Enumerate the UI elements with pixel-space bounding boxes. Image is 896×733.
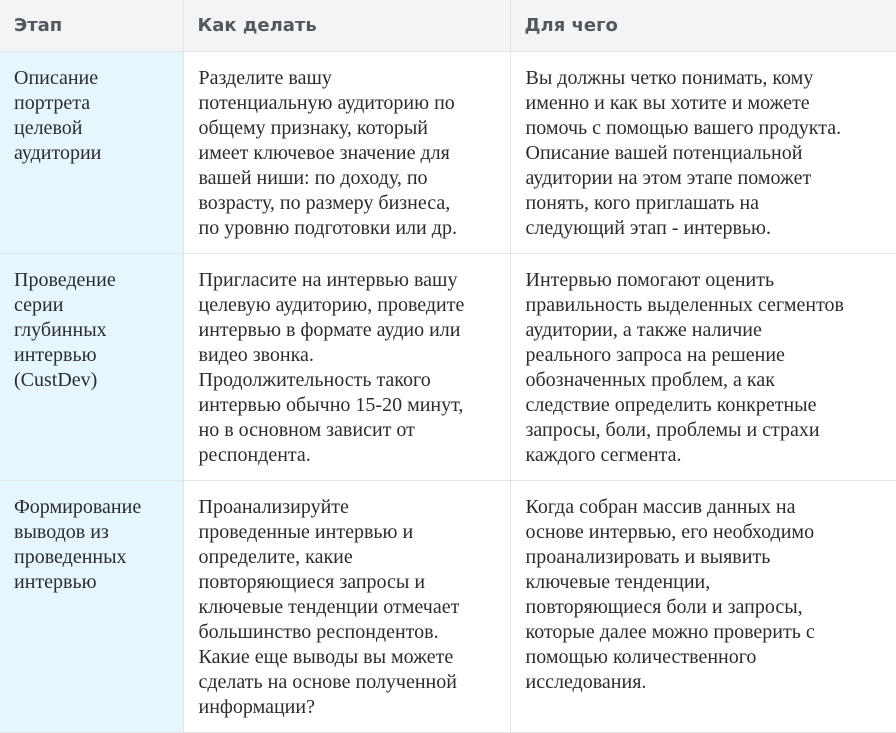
why-cell: [510, 480, 896, 732]
stage-line: глубинных: [14, 318, 107, 341]
how-line: проведенные интервью и: [198, 520, 414, 543]
why-line: Описание вашей потенциальной: [525, 141, 803, 164]
why-line: правильность выделенных сегментов: [525, 293, 844, 316]
why-line: ключевые тенденции,: [525, 570, 711, 593]
how-line: повторяющиеся запросы и: [198, 570, 426, 593]
stage-cell: [0, 480, 183, 732]
how-line: вашей ниши: по доходу, по: [198, 166, 428, 189]
how-cell: [183, 480, 510, 732]
table-row: [0, 253, 896, 480]
table-row: [0, 480, 896, 732]
how-line: определите, какие: [198, 545, 353, 568]
stage-line: проведенных: [14, 545, 127, 568]
why-line: которые далее можно проверить с: [525, 620, 815, 643]
how-line: имеет ключевое значение для: [198, 141, 450, 164]
how-line: Пригласите на интервью вашу: [198, 268, 458, 291]
how-line: потенциальную аудиторию по: [198, 91, 455, 114]
why-line: помощью количественного: [525, 645, 757, 668]
why-line: проанализировать и выявить: [525, 545, 771, 568]
why-line: Вы должны четко понимать, кому: [525, 66, 814, 89]
table-row: [0, 51, 896, 253]
why-cell: [510, 51, 896, 253]
how-line: сделать на основе полученной: [198, 670, 457, 693]
why-line: реального запроса на решение: [525, 343, 785, 366]
stage-line: портрета: [14, 91, 91, 114]
why-line: аудитории на этом этапе поможет: [525, 166, 812, 189]
why-line: понять, кого приглашать на: [525, 191, 760, 214]
stage-line: (CustDev): [14, 368, 98, 391]
table-body: [0, 51, 896, 732]
how-line: большинство респондентов.: [198, 620, 439, 643]
how-line: по уровню подготовки или др.: [198, 216, 457, 239]
how-line: интервью в формате аудио или: [198, 318, 461, 341]
how-line: Какие еще выводы вы можете: [198, 645, 454, 668]
how-line: видео звонка.: [198, 343, 314, 366]
why-line: обозначенных проблем, а как: [525, 368, 775, 391]
how-cell: [183, 253, 510, 480]
how-line: целевую аудиторию, проведите: [198, 293, 465, 316]
header-why: Для чего: [510, 0, 896, 51]
header-stage: Этап: [0, 0, 183, 51]
why-line: Когда собран массив данных на: [525, 495, 796, 518]
how-line: ключевые тенденции отмечает: [198, 595, 460, 618]
why-line: основе интервью, его необходимо: [525, 520, 815, 543]
stage-line: Описание: [14, 66, 99, 89]
why-cell: [510, 253, 896, 480]
why-line: следующий этап - интервью.: [525, 216, 771, 239]
how-line: интервью обычно 15-20 минут,: [198, 393, 464, 416]
how-line: Проанализируйте: [198, 495, 349, 518]
stage-cell: [0, 51, 183, 253]
stage-line: Проведение: [14, 268, 116, 291]
stage-line: выводов из: [14, 520, 109, 543]
why-line: Интервью помогают оценить: [525, 268, 775, 291]
how-line: возрасту, по размеру бизнеса,: [198, 191, 451, 214]
why-line: следствие определить конкретные: [525, 393, 817, 416]
why-line: запросы, боли, проблемы и страхи: [525, 418, 820, 441]
header-how: Как делать: [183, 0, 510, 51]
why-line: аудитории, а также наличие: [525, 318, 762, 341]
stage-line: серии: [14, 293, 64, 316]
stage-line: интервью: [14, 570, 97, 593]
how-cell: [183, 51, 510, 253]
table-header: [0, 0, 896, 51]
how-line: Разделите вашу: [198, 66, 332, 89]
stage-line: целевой: [14, 116, 83, 139]
why-line: помочь с помощью вашего продукта.: [525, 116, 842, 139]
header-row: [0, 0, 896, 51]
stage-line: Формирование: [14, 495, 142, 518]
how-line: но в основном зависит от: [198, 418, 415, 441]
how-line: информации?: [198, 695, 315, 718]
stage-line: интервью: [14, 343, 97, 366]
stage-line: аудитории: [14, 141, 102, 164]
why-line: именно и как вы хотите и можете: [525, 91, 810, 114]
why-line: повторяющиеся боли и запросы,: [525, 595, 803, 618]
how-line: Продолжительность такого: [198, 368, 431, 391]
why-line: исследования.: [525, 670, 647, 693]
stage-cell: [0, 253, 183, 480]
how-line: респондента.: [198, 443, 311, 466]
how-line: общему признаку, который: [198, 116, 428, 139]
why-line: каждого сегмента.: [525, 443, 682, 466]
